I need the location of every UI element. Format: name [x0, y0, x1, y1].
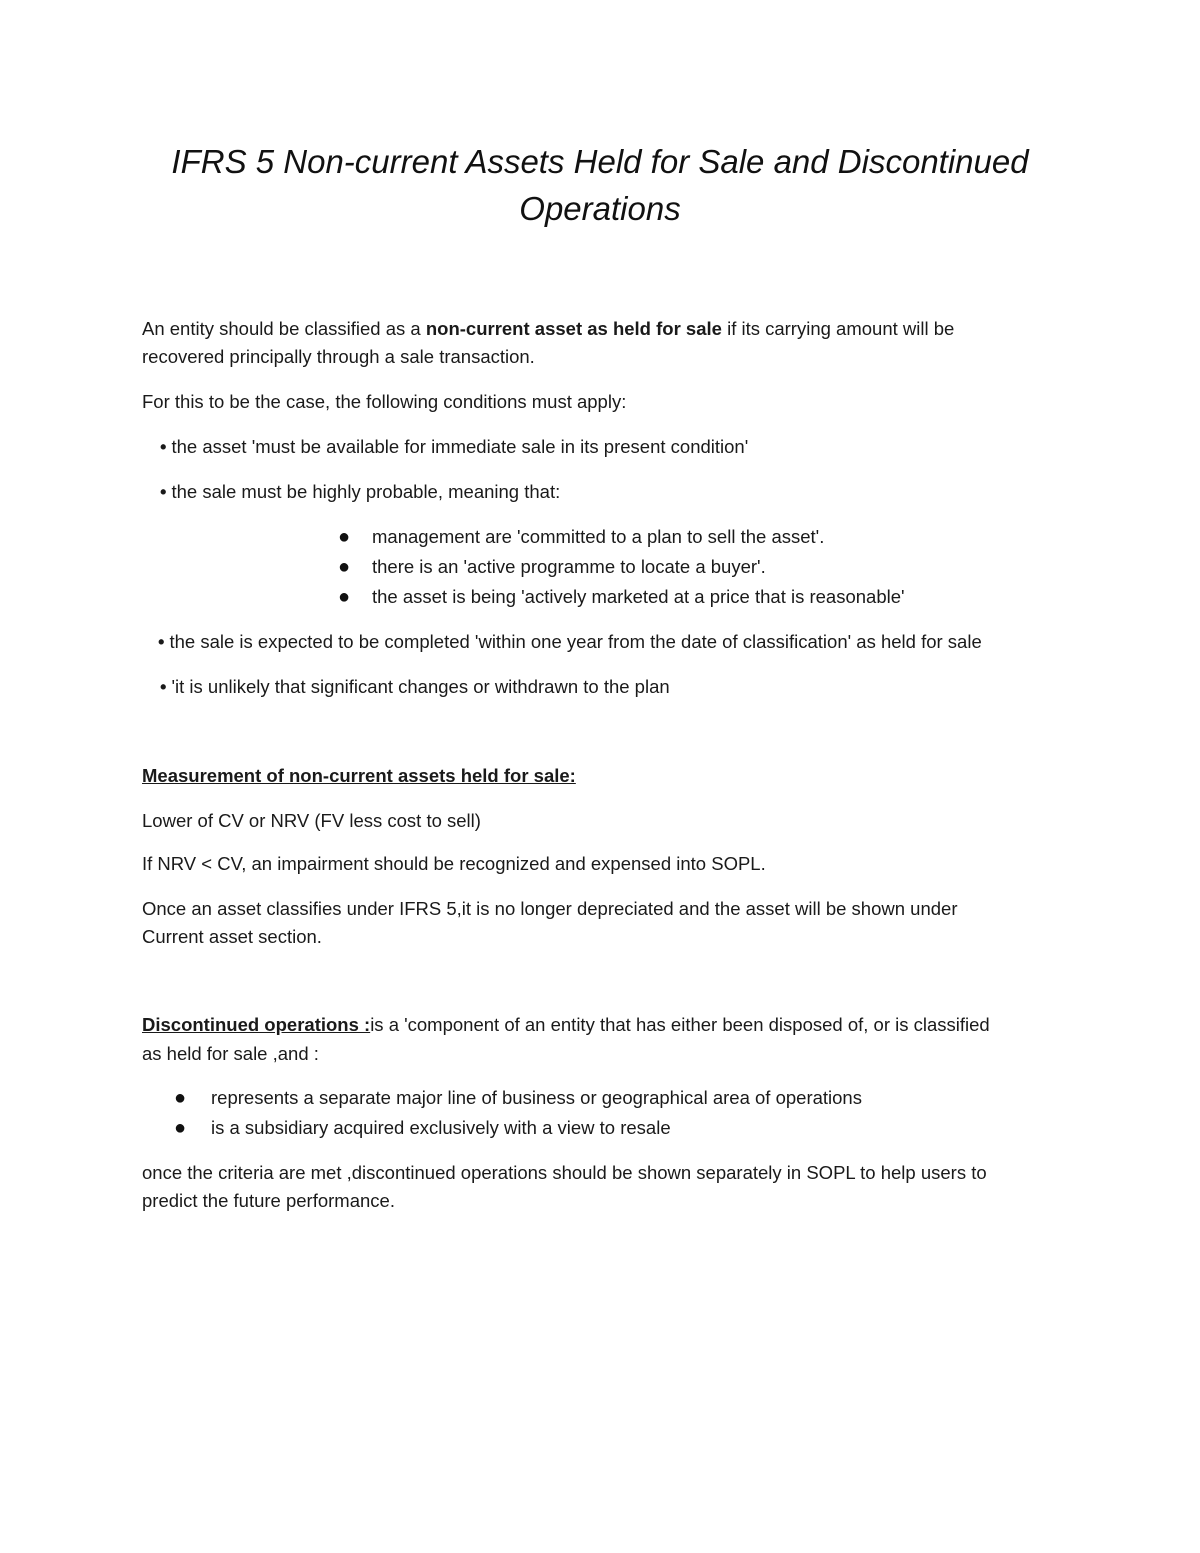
closing-line-2: predict the future performance. — [142, 1190, 395, 1211]
intro-bold-term: non-current asset as held for sale — [425, 318, 722, 339]
conditions-intro: For this to be the case, the following conditions must apply: — [142, 391, 627, 412]
probable-subitem-3: the asset is being 'actively marketed at a price that is reasonable' — [372, 586, 905, 607]
measurement-line-3b: Current asset section. — [142, 926, 322, 947]
title-line-1: IFRS 5 Non-current Assets Held for Sale and Discontinued — [171, 143, 1029, 180]
bullet-icon: ● — [174, 1117, 187, 1139]
measurement-line-2: If NRV < CV, an impairment should be recognized and expensed into SOPL. — [142, 853, 766, 874]
measurement-heading: Measurement of non-current assets held for sale: — [142, 765, 576, 786]
probable-subitem-1: management are 'committed to a plan to sell the asset'. — [372, 526, 825, 547]
discontinued-item-1: represents a separate major line of business or geographical area of operations — [211, 1087, 862, 1108]
condition-item-3: • the sale is expected to be completed 'within one year from the date of classification' as held for sale — [158, 628, 982, 656]
discontinued-item-2: is a subsidiary acquired exclusively with a view to resale — [211, 1117, 671, 1138]
intro-line-2: recovered principally through a sale transaction. — [142, 346, 535, 367]
measurement-line-1: Lower of CV or NRV (FV less cost to sell) — [142, 810, 481, 831]
probable-subitem-2: there is an 'active programme to locate a buyer'. — [372, 556, 766, 577]
condition-item-1: • the asset 'must be available for immediate sale in its present condition' — [160, 433, 748, 461]
discontinued-heading: Discontinued operations : — [142, 1014, 371, 1035]
bullet-icon: ● — [174, 1087, 187, 1109]
bullet-icon: ● — [338, 586, 351, 608]
discontinued-definition-line-2: as held for sale ,and : — [142, 1043, 319, 1064]
measurement-line-3a: Once an asset classifies under IFRS 5,it is no longer depreciated and the asset will be shown under — [142, 898, 958, 919]
closing-line-1: once the criteria are met ,discontinued operations should be shown separately in SOPL to help users to — [142, 1162, 987, 1183]
bullet-icon: ● — [338, 556, 351, 578]
condition-item-4: • 'it is unlikely that significant changes or withdrawn to the plan — [160, 673, 670, 701]
condition-item-2: • the sale must be highly probable, meaning that: — [160, 478, 560, 506]
intro-line-1: An entity should be classified as a non-current asset as held for sale if its carrying amount will be — [142, 318, 955, 339]
discontinued-definition-line-1: Discontinued operations :is a 'component of an entity that has either been disposed of, or is classified — [142, 1014, 990, 1035]
document-title — [100, 138, 1100, 232]
bullet-icon: ● — [338, 526, 351, 548]
title-line-2: Operations — [519, 190, 681, 227]
